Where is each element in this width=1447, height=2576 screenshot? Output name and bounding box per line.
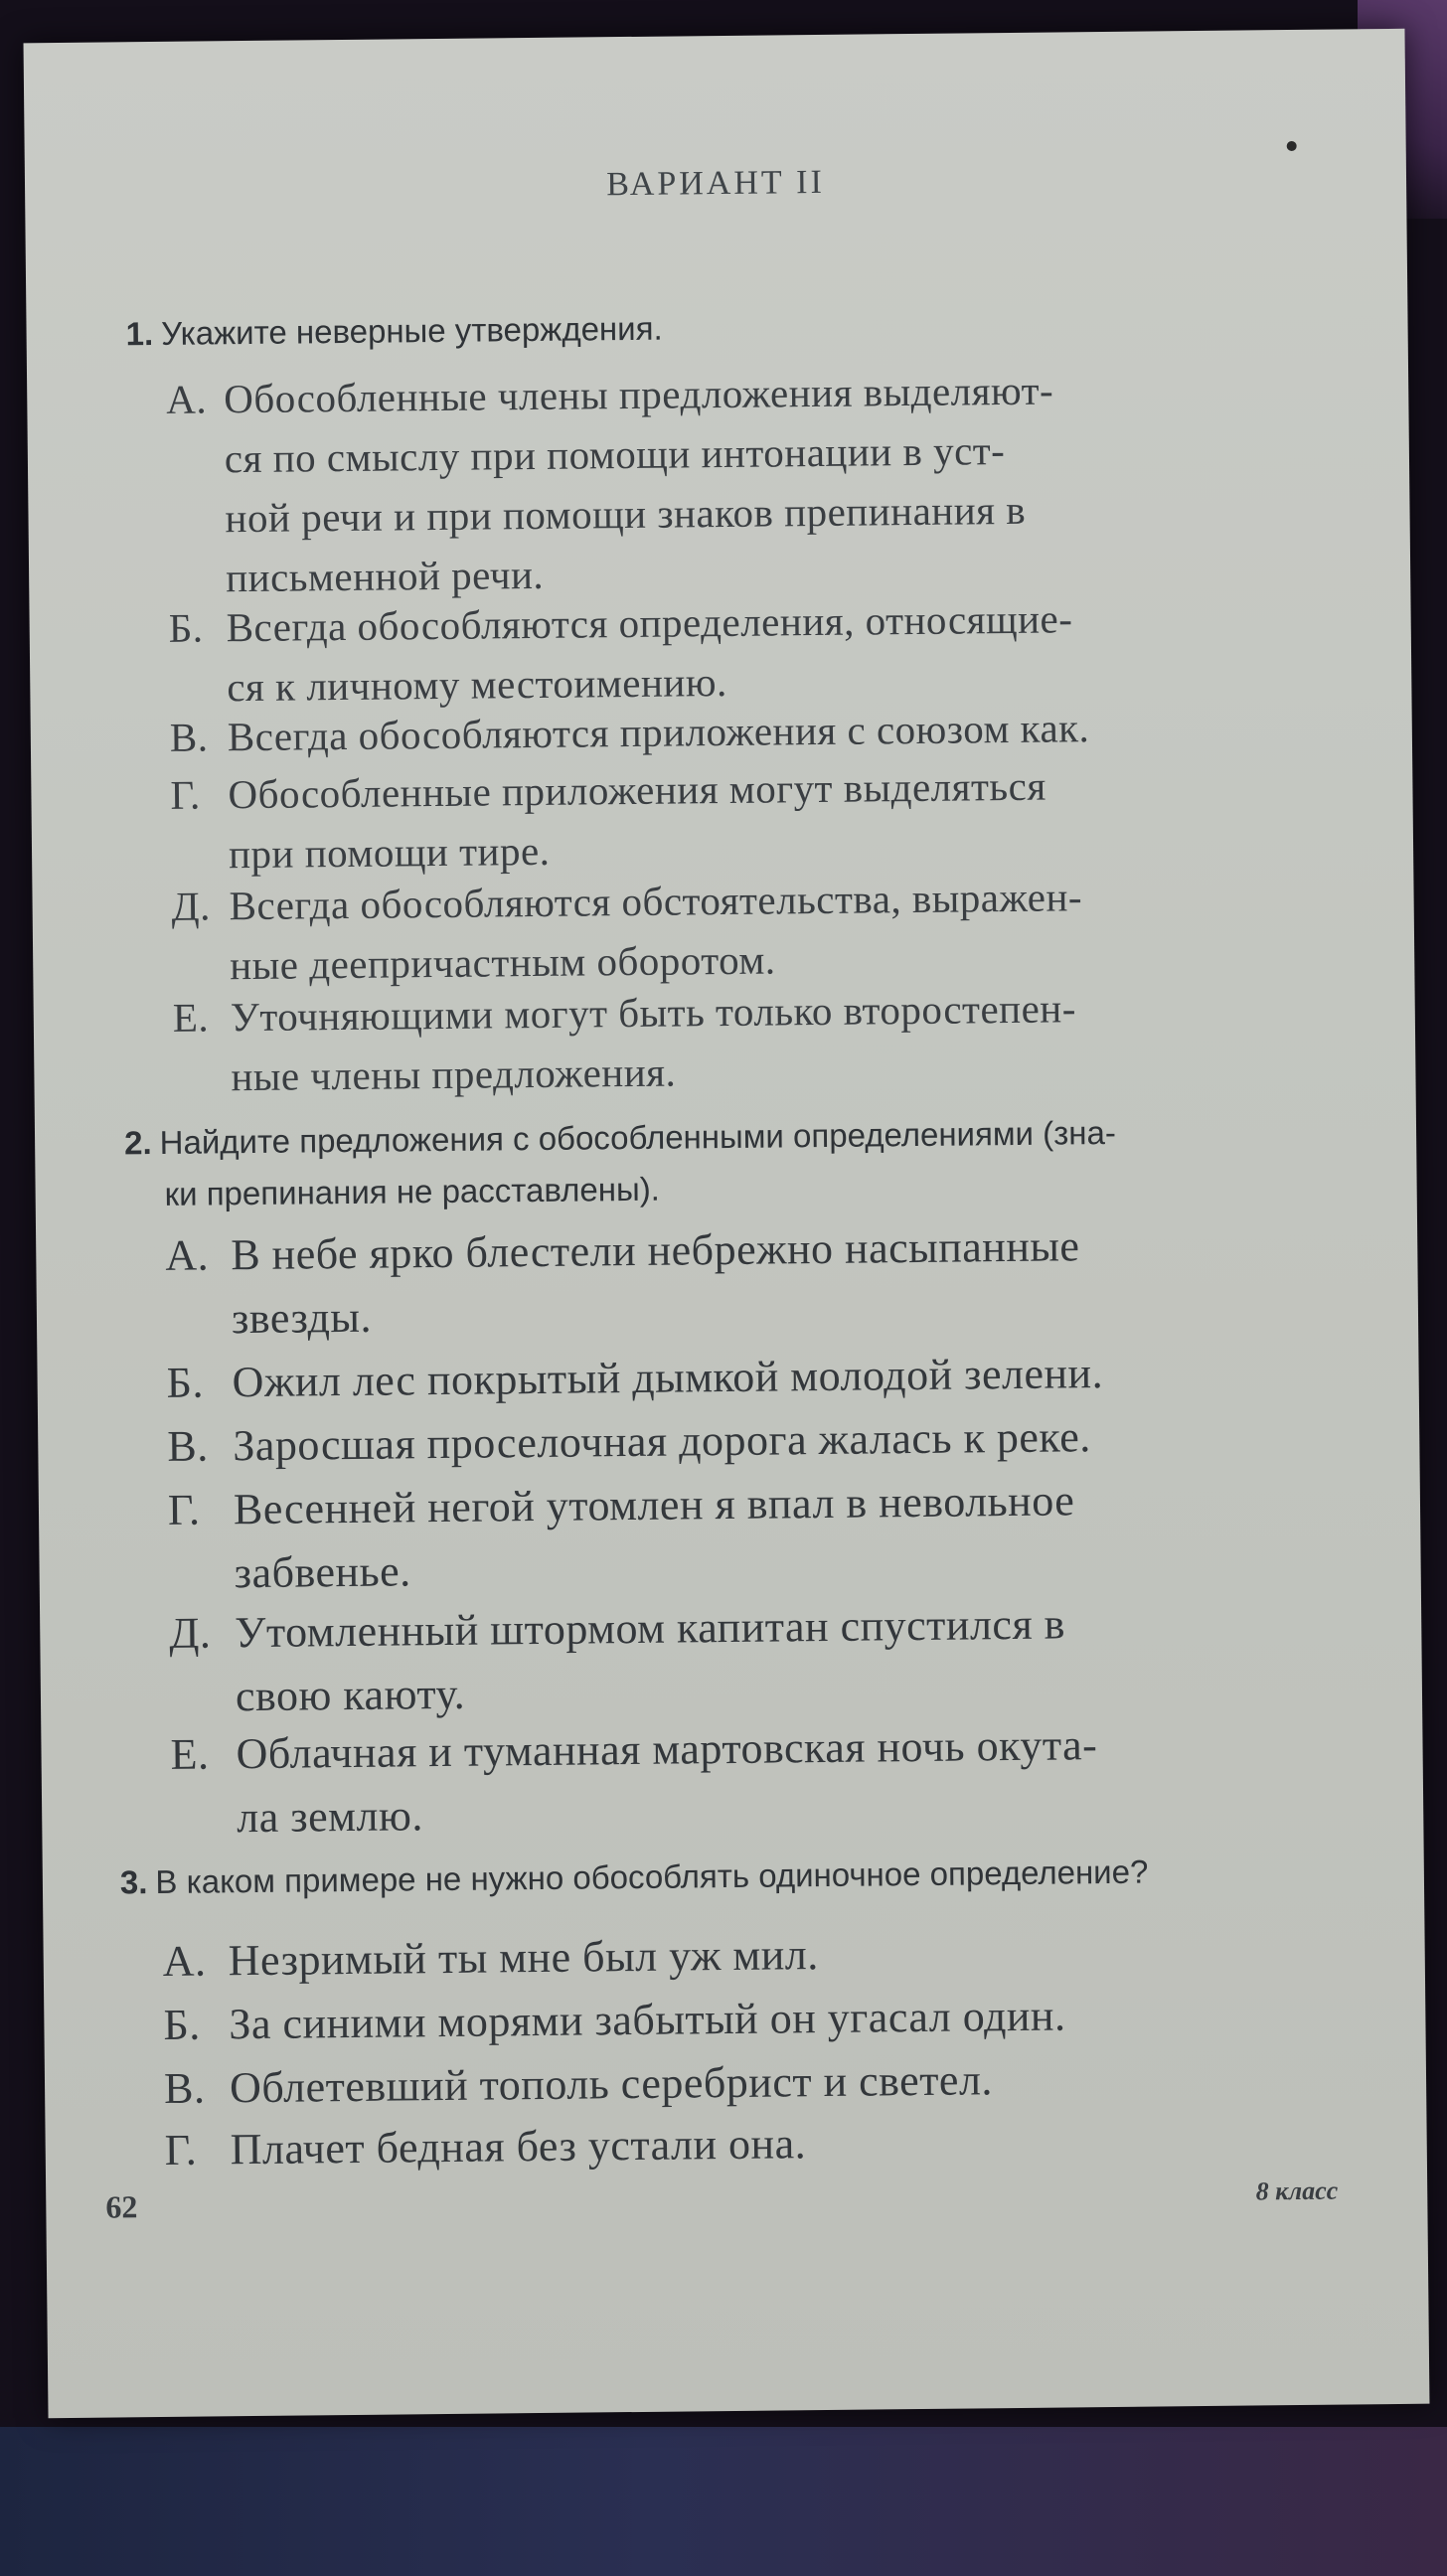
q3-option-g	[164, 2106, 1387, 2182]
q1-option-g-line-2: при помощи тире.	[228, 827, 551, 878]
q3-option-a-line-1: Незримый ты мне был уж мил.	[228, 1930, 819, 1986]
q1-option-b-line-2: ся к личному местоимению.	[227, 658, 727, 711]
question-3-title	[120, 1844, 1384, 1908]
q2-option-v-line-1: Заросшая проселочная дорога жалась к реке.	[233, 1412, 1091, 1471]
q1-option-a-letter: А.	[166, 376, 208, 422]
q1-option-v-letter: В.	[169, 714, 209, 760]
page-number: 62	[105, 2188, 138, 2225]
grade-label: 8 класс	[1255, 2175, 1339, 2206]
q3-option-g-line-1: Плачет бедная без устали она.	[230, 2119, 807, 2174]
book-page	[24, 29, 1430, 2418]
q2-option-g-line-1: Весенней негой утомлен я впал в невольное	[233, 1476, 1075, 1534]
q2-option-v-letter: В.	[167, 1421, 209, 1471]
q1-option-d-letter: Д.	[171, 883, 212, 929]
q1-option-e	[172, 975, 1375, 1107]
q2-option-d-line-1: Утомленный штормом капитан спустился в	[235, 1599, 1066, 1658]
question-2-number: 2.	[123, 1124, 152, 1162]
q2-option-a-letter: А.	[165, 1230, 210, 1280]
q1-option-d	[171, 864, 1374, 996]
q1-option-g	[170, 752, 1373, 885]
q2-option-e	[170, 1710, 1383, 1851]
question-2-text-line-2: ки препинания не расставлены).	[164, 1170, 661, 1212]
question-2-title	[124, 1104, 1377, 1220]
q1-option-d-line-1: Всегда обособляются обстоятельства, выражен-	[229, 874, 1083, 929]
q1-option-g-letter: Г.	[170, 771, 202, 818]
q1-option-b-letter: Б.	[168, 604, 204, 651]
question-1-number: 1.	[125, 314, 154, 353]
q1-option-b-line-1: Всегда обособляются определения, относящие-	[226, 595, 1073, 651]
q2-option-d-line-2: свою каюту.	[235, 1669, 466, 1721]
q1-option-g-line-1: Обособленные приложения могут выделяться	[228, 762, 1046, 818]
q1-option-e-letter: Е.	[172, 994, 210, 1041]
q2-option-d	[169, 1589, 1382, 1729]
q3-option-b-letter: Б.	[163, 2000, 201, 2049]
question-2-text-line-1: Найдите предложения с обособленными определениями (зна-	[159, 1113, 1117, 1161]
q2-option-b-letter: Б.	[166, 1358, 205, 1407]
page-speck	[1287, 141, 1297, 151]
variant-header: ВАРИАНТ II	[606, 163, 826, 204]
q2-option-b-line-1: Ожил лес покрытый дымкой молодой зелени.	[232, 1349, 1104, 1407]
q2-option-e-letter: Е.	[170, 1729, 210, 1779]
background-cloth	[0, 2427, 1447, 2576]
q2-option-g-letter: Г.	[167, 1485, 201, 1534]
q2-option-d-letter: Д.	[169, 1608, 212, 1658]
q2-option-a-line-2: звезды.	[231, 1292, 373, 1344]
q1-option-a-line-2: ся по смыслу при помощи интонации в уст-	[224, 427, 1006, 482]
question-3-number: 3.	[119, 1863, 148, 1901]
q2-option-a	[165, 1211, 1378, 1352]
q1-option-d-line-2: ные деепричастным оборотом.	[230, 936, 776, 989]
question-1-title	[125, 295, 1367, 360]
q1-option-a-line-3: ной речи и при помощи знаков препинания в	[225, 486, 1027, 542]
q2-option-e-line-2: ла землю.	[236, 1791, 424, 1843]
q3-option-b-line-1: За синими морями забытый он угасал один.	[229, 1991, 1066, 2049]
q1-option-a-line-4: письменной речи.	[225, 551, 545, 601]
q1-option-e-line-2: ные члены предложения.	[231, 1048, 677, 1100]
q1-option-v-line-1: Всегда обособляются приложения с союзом как.	[227, 705, 1090, 760]
q1-option-a	[166, 357, 1370, 608]
q2-option-g	[168, 1466, 1381, 1606]
q3-option-v-letter: В.	[163, 2063, 206, 2113]
q1-option-a-line-1: Обособленные члены предложения выделяют-	[224, 367, 1054, 422]
question-3-text: В каком примере не нужно обособлять одиночное определение?	[155, 1852, 1149, 1901]
q2-option-e-line-1: Облачная и туманная мартовская ночь окута-	[236, 1720, 1098, 1779]
q2-option-a-line-1: В небе ярко блестели небрежно насыпанные	[231, 1221, 1080, 1280]
q1-option-e-line-1: Уточняющими могут быть только второстепен-	[230, 985, 1077, 1041]
q3-option-g-letter: Г.	[164, 2125, 198, 2174]
q2-option-g-line-2: забвенье.	[234, 1546, 411, 1598]
question-1-text: Укажите неверные утверждения.	[160, 309, 663, 352]
q3-option-v-line-1: Облетевший тополь серебрист и светел.	[229, 2055, 994, 2113]
q3-option-a-letter: А.	[162, 1936, 207, 1986]
